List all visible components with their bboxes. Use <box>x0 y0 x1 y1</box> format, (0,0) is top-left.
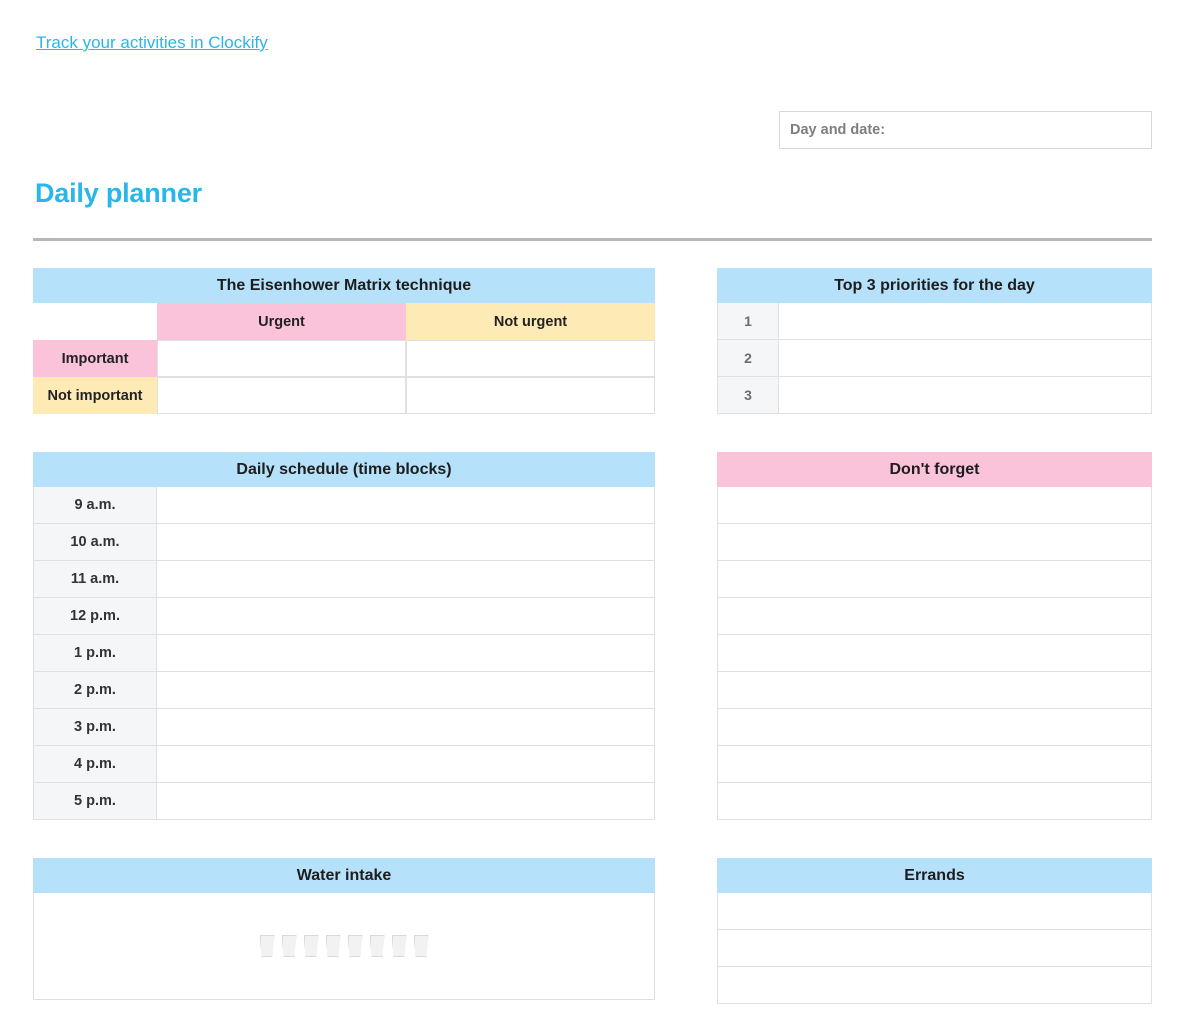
schedule-entry-field[interactable] <box>157 487 655 524</box>
dont-forget-row[interactable] <box>717 561 1152 598</box>
schedule-row <box>33 635 655 672</box>
errands-row[interactable] <box>717 930 1152 967</box>
schedule-time-label: 11 a.m. <box>33 561 157 598</box>
eisenhower-cell-important-not-urgent[interactable] <box>406 340 655 377</box>
dont-forget-row[interactable] <box>717 783 1152 820</box>
schedule-header: Daily schedule (time blocks) <box>33 452 655 487</box>
dont-forget-row[interactable] <box>717 524 1152 561</box>
eisenhower-row-not-important <box>33 377 655 414</box>
schedule-row <box>33 524 655 561</box>
priority-row <box>717 377 1152 414</box>
schedule-time-label: 1 p.m. <box>33 635 157 672</box>
schedule-time-label: 4 p.m. <box>33 746 157 783</box>
dont-forget-row[interactable] <box>717 746 1152 783</box>
schedule-row <box>33 561 655 598</box>
water-glass-icon[interactable] <box>370 935 385 957</box>
eisenhower-cell-not-important-urgent[interactable] <box>157 377 406 414</box>
schedule-entry-field[interactable] <box>157 672 655 709</box>
schedule-row <box>33 487 655 524</box>
eisenhower-matrix-card <box>33 268 655 414</box>
schedule-row <box>33 672 655 709</box>
day-and-date-label: Day and date: <box>790 122 886 138</box>
water-glass-icon[interactable] <box>326 935 341 957</box>
priority-value-3[interactable] <box>779 377 1152 414</box>
schedule-entry-field[interactable] <box>157 635 655 672</box>
clockify-track-link[interactable]: Track your activities in Clockify <box>36 33 268 52</box>
water-glass-icon[interactable] <box>348 935 363 957</box>
dont-forget-header: Don't forget <box>717 452 1152 487</box>
water-glass-icon[interactable] <box>392 935 407 957</box>
eisenhower-col-not-urgent: Not urgent <box>406 303 655 340</box>
schedule-time-label: 9 a.m. <box>33 487 157 524</box>
dont-forget-row[interactable] <box>717 709 1152 746</box>
eisenhower-column-header-row <box>33 303 655 340</box>
priority-value-2[interactable] <box>779 340 1152 377</box>
schedule-entry-field[interactable] <box>157 598 655 635</box>
priorities-header: Top 3 priorities for the day <box>717 268 1152 303</box>
errands-card <box>717 858 1152 1004</box>
eisenhower-row-label-not-important: Not important <box>33 377 157 414</box>
daily-schedule-card <box>33 452 655 820</box>
priority-number-2: 2 <box>717 340 779 377</box>
water-intake-glasses <box>33 893 655 1000</box>
priority-value-1[interactable] <box>779 303 1152 340</box>
schedule-entry-field[interactable] <box>157 524 655 561</box>
page-title: Daily planner <box>35 178 202 208</box>
dont-forget-card <box>717 452 1152 820</box>
dont-forget-row[interactable] <box>717 672 1152 709</box>
schedule-row <box>33 783 655 820</box>
priority-row <box>717 303 1152 340</box>
top-priorities-card <box>717 268 1152 414</box>
errands-row[interactable] <box>717 967 1152 1004</box>
schedule-entry-field[interactable] <box>157 746 655 783</box>
errands-header: Errands <box>717 858 1152 893</box>
priority-number-1: 1 <box>717 303 779 340</box>
schedule-row <box>33 709 655 746</box>
dont-forget-row[interactable] <box>717 635 1152 672</box>
water-glass-icon[interactable] <box>260 935 275 957</box>
schedule-time-label: 5 p.m. <box>33 783 157 820</box>
priority-number-3: 3 <box>717 377 779 414</box>
header-divider <box>33 238 1152 241</box>
eisenhower-row-label-important: Important <box>33 340 157 377</box>
schedule-time-label: 12 p.m. <box>33 598 157 635</box>
eisenhower-row-important <box>33 340 655 377</box>
dont-forget-row[interactable] <box>717 598 1152 635</box>
schedule-entry-field[interactable] <box>157 783 655 820</box>
water-glass-icon[interactable] <box>414 935 429 957</box>
schedule-time-label: 10 a.m. <box>33 524 157 561</box>
water-intake-card <box>33 858 655 1000</box>
water-intake-header: Water intake <box>33 858 655 893</box>
water-glass-icon[interactable] <box>304 935 319 957</box>
schedule-entry-field[interactable] <box>157 561 655 598</box>
eisenhower-cell-important-urgent[interactable] <box>157 340 406 377</box>
eisenhower-corner-blank <box>33 303 157 340</box>
schedule-row <box>33 746 655 783</box>
eisenhower-header: The Eisenhower Matrix technique <box>33 268 655 303</box>
schedule-row <box>33 598 655 635</box>
schedule-entry-field[interactable] <box>157 709 655 746</box>
priority-row <box>717 340 1152 377</box>
eisenhower-col-urgent: Urgent <box>157 303 406 340</box>
schedule-time-label: 2 p.m. <box>33 672 157 709</box>
water-glass-icon[interactable] <box>282 935 297 957</box>
schedule-time-label: 3 p.m. <box>33 709 157 746</box>
day-and-date-field[interactable] <box>779 111 1152 149</box>
dont-forget-row[interactable] <box>717 487 1152 524</box>
eisenhower-cell-not-important-not-urgent[interactable] <box>406 377 655 414</box>
errands-row[interactable] <box>717 893 1152 930</box>
